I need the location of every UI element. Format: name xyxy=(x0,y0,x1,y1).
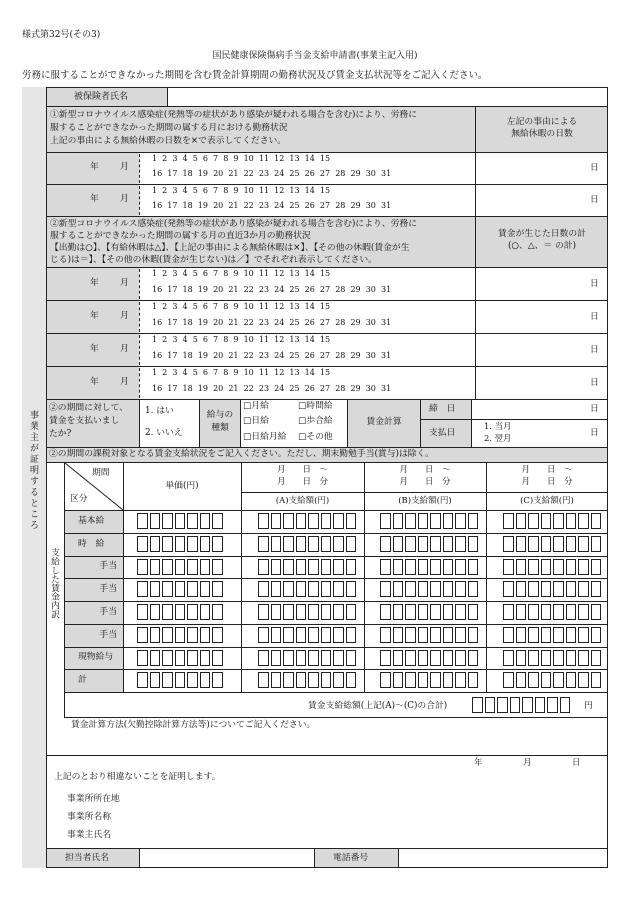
payment-question1: ②の期間に対して、 xyxy=(49,403,128,413)
amount-a-boxes-1[interactable] xyxy=(258,513,358,529)
amount-c-boxes-2[interactable] xyxy=(503,536,603,552)
payment-no-option[interactable]: 2. いいえ xyxy=(145,428,183,438)
unit-price-boxes-2[interactable] xyxy=(137,536,225,552)
s2-days-second-2[interactable]: 16 17 18 19 20 21 22 23 24 25 26 27 28 29 30 31 xyxy=(152,318,392,327)
period-c-range2: 月 日 分 xyxy=(521,477,573,487)
office-address-label: 事業所所在地 xyxy=(67,794,120,804)
s2-day-count-unit-1: 日 xyxy=(590,279,599,289)
period-b-range1: 月 日 ～ xyxy=(399,465,451,475)
unit-price-boxes-6[interactable] xyxy=(137,627,225,643)
option-daily[interactable]: □日給 xyxy=(243,416,269,426)
section1-text1: ①新型コロナウイルス感染症(発熱等の症状があり感染が疑われる場合を含む)により、労務に xyxy=(50,110,418,120)
unit-price-boxes-4[interactable] xyxy=(137,581,225,597)
option-hourly[interactable]: □時間給 xyxy=(298,401,333,411)
cert-statement: 上記のとおり相違ないことを証明します。 xyxy=(54,772,221,782)
insured-name-field[interactable] xyxy=(168,88,607,106)
option-daily-monthly[interactable]: □日給月給 xyxy=(243,432,287,442)
unit-price-boxes-5[interactable] xyxy=(137,604,225,620)
section2-text1: ②新型コロナウイルス感染症(発熱等の症状があり感染が疑われる場合を含む)により、労務に xyxy=(50,219,418,229)
total-yen-unit: 円 xyxy=(584,701,593,711)
s2-days-first-2[interactable]: 1 2 3 4 5 6 7 8 9 10 11 12 13 14 15 xyxy=(152,302,331,311)
payday-unit: 日 xyxy=(590,428,599,438)
amount-b-boxes-5[interactable] xyxy=(380,604,480,620)
amount-a-boxes-5[interactable] xyxy=(258,604,358,620)
form-title: 国民健康保険傷病手当金支給申請書(事業主記入用) xyxy=(212,51,418,61)
payday-label: 支払日 xyxy=(429,428,456,438)
s1-days-second-1[interactable]: 16 17 18 19 20 21 22 23 24 25 26 27 28 29 30 31 xyxy=(152,169,392,178)
unit-price-boxes-8[interactable] xyxy=(137,672,225,688)
s2-days-second-3[interactable]: 16 17 18 19 20 21 22 23 24 25 26 27 28 29 30 31 xyxy=(152,351,392,360)
amount-b-boxes-6[interactable] xyxy=(380,627,480,643)
s2-month-label-3: 月 xyxy=(120,344,129,354)
column-b-label: (B)支給額(円) xyxy=(398,496,452,506)
form-number: 様式第32号(その3) xyxy=(22,30,101,40)
breakdown-row-label-8: 計 xyxy=(78,675,87,685)
instruction-text: 労務に服することができなかった期間を含む賃金計算期間の勤務状況及び賃金支払状況等をご記入ください。 xyxy=(22,70,488,81)
section1-right2: 無給休暇の日数 xyxy=(511,129,573,139)
amount-c-boxes-6[interactable] xyxy=(503,627,603,643)
period-c-range1: 月 日 ～ xyxy=(521,465,573,475)
salary-type-label1: 給与の xyxy=(206,410,234,420)
breakdown-row-label-2: 時 給 xyxy=(78,539,105,549)
amount-b-boxes-8[interactable] xyxy=(380,672,480,688)
amount-a-boxes-2[interactable] xyxy=(258,536,358,552)
column-c-label: (C)支給額(円) xyxy=(520,496,574,506)
unit-price-boxes-3[interactable] xyxy=(137,559,225,575)
s2-days-first-3[interactable]: 1 2 3 4 5 6 7 8 9 10 11 12 13 14 15 xyxy=(152,335,331,344)
payment-question2: 賃金を支払いまし xyxy=(49,416,120,426)
period-b-range2: 月 日 分 xyxy=(399,477,451,487)
s1-day-count-unit-1: 日 xyxy=(590,163,599,173)
section2-right2: (○、△、＝ の計) xyxy=(507,241,577,251)
office-name-label: 事業所名称 xyxy=(67,812,111,822)
payment-question3: たか? xyxy=(49,429,72,439)
amount-b-boxes-4[interactable] xyxy=(380,581,480,597)
s1-days-first-2[interactable]: 1 2 3 4 5 6 7 8 9 10 11 12 13 14 15 xyxy=(152,186,331,195)
option-other[interactable]: □その他 xyxy=(298,432,333,442)
payment-yes-option[interactable]: 1. はい xyxy=(145,406,174,416)
unit-price-boxes-1[interactable] xyxy=(137,513,225,529)
amount-a-boxes-6[interactable] xyxy=(258,627,358,643)
breakdown-row-label-3: 手当 xyxy=(99,561,117,571)
amount-a-boxes-4[interactable] xyxy=(258,581,358,597)
staff-name-field[interactable] xyxy=(140,849,314,867)
s1-month-label-2: 月 xyxy=(120,194,129,204)
s2-month-label-2: 月 xyxy=(120,311,129,321)
payday-next-month[interactable]: 2. 翌月 xyxy=(484,433,512,443)
total-label: 賃金支給総額(上記(A)～(C)の合計) xyxy=(308,701,448,711)
section2-text3: 【出勤は○】、【有給休暇は△】、【上記の事由による無給休暇は×】、【その他の休暇(賃金が生 xyxy=(50,243,410,253)
period-a-range2: 月 日 分 xyxy=(276,477,328,487)
amount-c-boxes-1[interactable] xyxy=(503,513,603,529)
total-amount-boxes[interactable] xyxy=(472,697,572,713)
column-a-label: (A)支給額(円) xyxy=(275,496,330,506)
amount-b-boxes-2[interactable] xyxy=(380,536,480,552)
amount-c-boxes-3[interactable] xyxy=(503,559,603,575)
s1-month-label-1: 月 xyxy=(120,162,129,172)
breakdown-row-label-1: 基本給 xyxy=(78,516,105,526)
unit-price-boxes-7[interactable] xyxy=(137,650,225,666)
breakdown-label: 支給した賃金内訳 xyxy=(49,548,59,619)
s2-year-label-4: 年 xyxy=(90,377,99,387)
section1-text2: 服することができなかった期間の属する月における勤務状況 xyxy=(50,123,288,133)
s1-day-count-unit-2: 日 xyxy=(590,195,599,205)
amount-c-boxes-5[interactable] xyxy=(503,604,603,620)
option-monthly[interactable]: □月給 xyxy=(243,401,269,411)
s2-days-second-1[interactable]: 16 17 18 19 20 21 22 23 24 25 26 27 28 29 30 31 xyxy=(152,285,392,294)
amount-c-boxes-7[interactable] xyxy=(503,650,603,666)
cert-day: 日 xyxy=(572,758,581,768)
s2-days-first-4[interactable]: 1 2 3 4 5 6 7 8 9 10 11 12 13 14 15 xyxy=(152,368,331,377)
amount-c-boxes-4[interactable] xyxy=(503,581,603,597)
option-commission[interactable]: □歩合給 xyxy=(298,416,333,426)
breakdown-row-label-4: 手当 xyxy=(99,584,117,594)
cert-month: 月 xyxy=(523,758,532,768)
payday-this-month[interactable]: 1. 当月 xyxy=(484,421,512,431)
phone-field[interactable] xyxy=(399,849,607,867)
s2-year-label-3: 年 xyxy=(90,344,99,354)
s2-days-second-4[interactable]: 16 17 18 19 20 21 22 23 24 25 26 27 28 29 30 31 xyxy=(152,384,392,393)
s1-year-label-2: 年 xyxy=(90,194,99,204)
s1-days-second-2[interactable]: 16 17 18 19 20 21 22 23 24 25 26 27 28 29 30 31 xyxy=(152,201,392,210)
s2-day-count-unit-4: 日 xyxy=(590,378,599,388)
section2-right1: 賃金が生じた日数の計 xyxy=(498,229,586,239)
breakdown-row-label-5: 手当 xyxy=(99,607,117,617)
period-a-range1: 月 日 ～ xyxy=(276,465,328,475)
breakdown-row-label-7: 現物給与 xyxy=(78,652,114,662)
amount-a-boxes-3[interactable] xyxy=(258,559,358,575)
method-label: 賃金計算方法(欠勤控除計算方法等)についてご記入ください。 xyxy=(71,720,316,730)
amount-a-boxes-8[interactable] xyxy=(258,672,358,688)
s2-month-label-1: 月 xyxy=(120,278,129,288)
amount-b-boxes-3[interactable] xyxy=(380,559,480,575)
unit-price-label: 単価(円) xyxy=(165,481,199,491)
insured-name-label: 被保険者氏名 xyxy=(74,92,129,102)
category-label: 区分 xyxy=(70,494,88,504)
closing-day-unit: 日 xyxy=(590,404,599,414)
s2-day-count-unit-3: 日 xyxy=(590,345,599,355)
section2-text4: じる)は＝】、【その他の休暇(賃金が生じない)は／】でそれぞれ表示してください。 xyxy=(50,255,377,265)
salary-type-label2: 種類 xyxy=(211,423,229,433)
s1-days-first-1[interactable]: 1 2 3 4 5 6 7 8 9 10 11 12 13 14 15 xyxy=(152,154,331,163)
amount-a-boxes-7[interactable] xyxy=(258,650,358,666)
s1-year-label-1: 年 xyxy=(90,162,99,172)
side-label: 事業主が証明するところ xyxy=(28,410,38,531)
section1-right1: 左記の事由による xyxy=(506,117,578,127)
breakdown-row-label-6: 手当 xyxy=(99,630,117,640)
section1-text3: 上記の事由による無給休暇の日数を×で表示してください。 xyxy=(50,136,287,146)
section2-text2: 服することができなかった期間の属する月の直近3か月の勤務状況 xyxy=(50,231,311,241)
s2-year-label-2: 年 xyxy=(90,311,99,321)
closing-day-label: 締 日 xyxy=(429,404,456,414)
amount-b-boxes-7[interactable] xyxy=(380,650,480,666)
staff-name-label: 担当者氏名 xyxy=(65,853,109,863)
amount-c-boxes-8[interactable] xyxy=(503,672,603,688)
s2-days-first-1[interactable]: 1 2 3 4 5 6 7 8 9 10 11 12 13 14 15 xyxy=(152,269,331,278)
owner-name-label: 事業主氏名 xyxy=(67,830,111,840)
s2-day-count-unit-2: 日 xyxy=(590,312,599,322)
s2-month-label-4: 月 xyxy=(120,377,129,387)
s2-year-label-1: 年 xyxy=(90,278,99,288)
method-field[interactable] xyxy=(65,733,607,753)
section3-text: ②の期間の課税対象となる賃金支給状況をご記入ください。ただし、期末勤勉手当(賞与)は除く。 xyxy=(49,449,434,459)
phone-label: 電話番号 xyxy=(333,853,369,863)
cert-year: 年 xyxy=(474,758,483,768)
amount-b-boxes-1[interactable] xyxy=(380,513,480,529)
period-label: 期間 xyxy=(92,468,110,478)
wage-calc-label: 賃金計算 xyxy=(366,417,402,427)
